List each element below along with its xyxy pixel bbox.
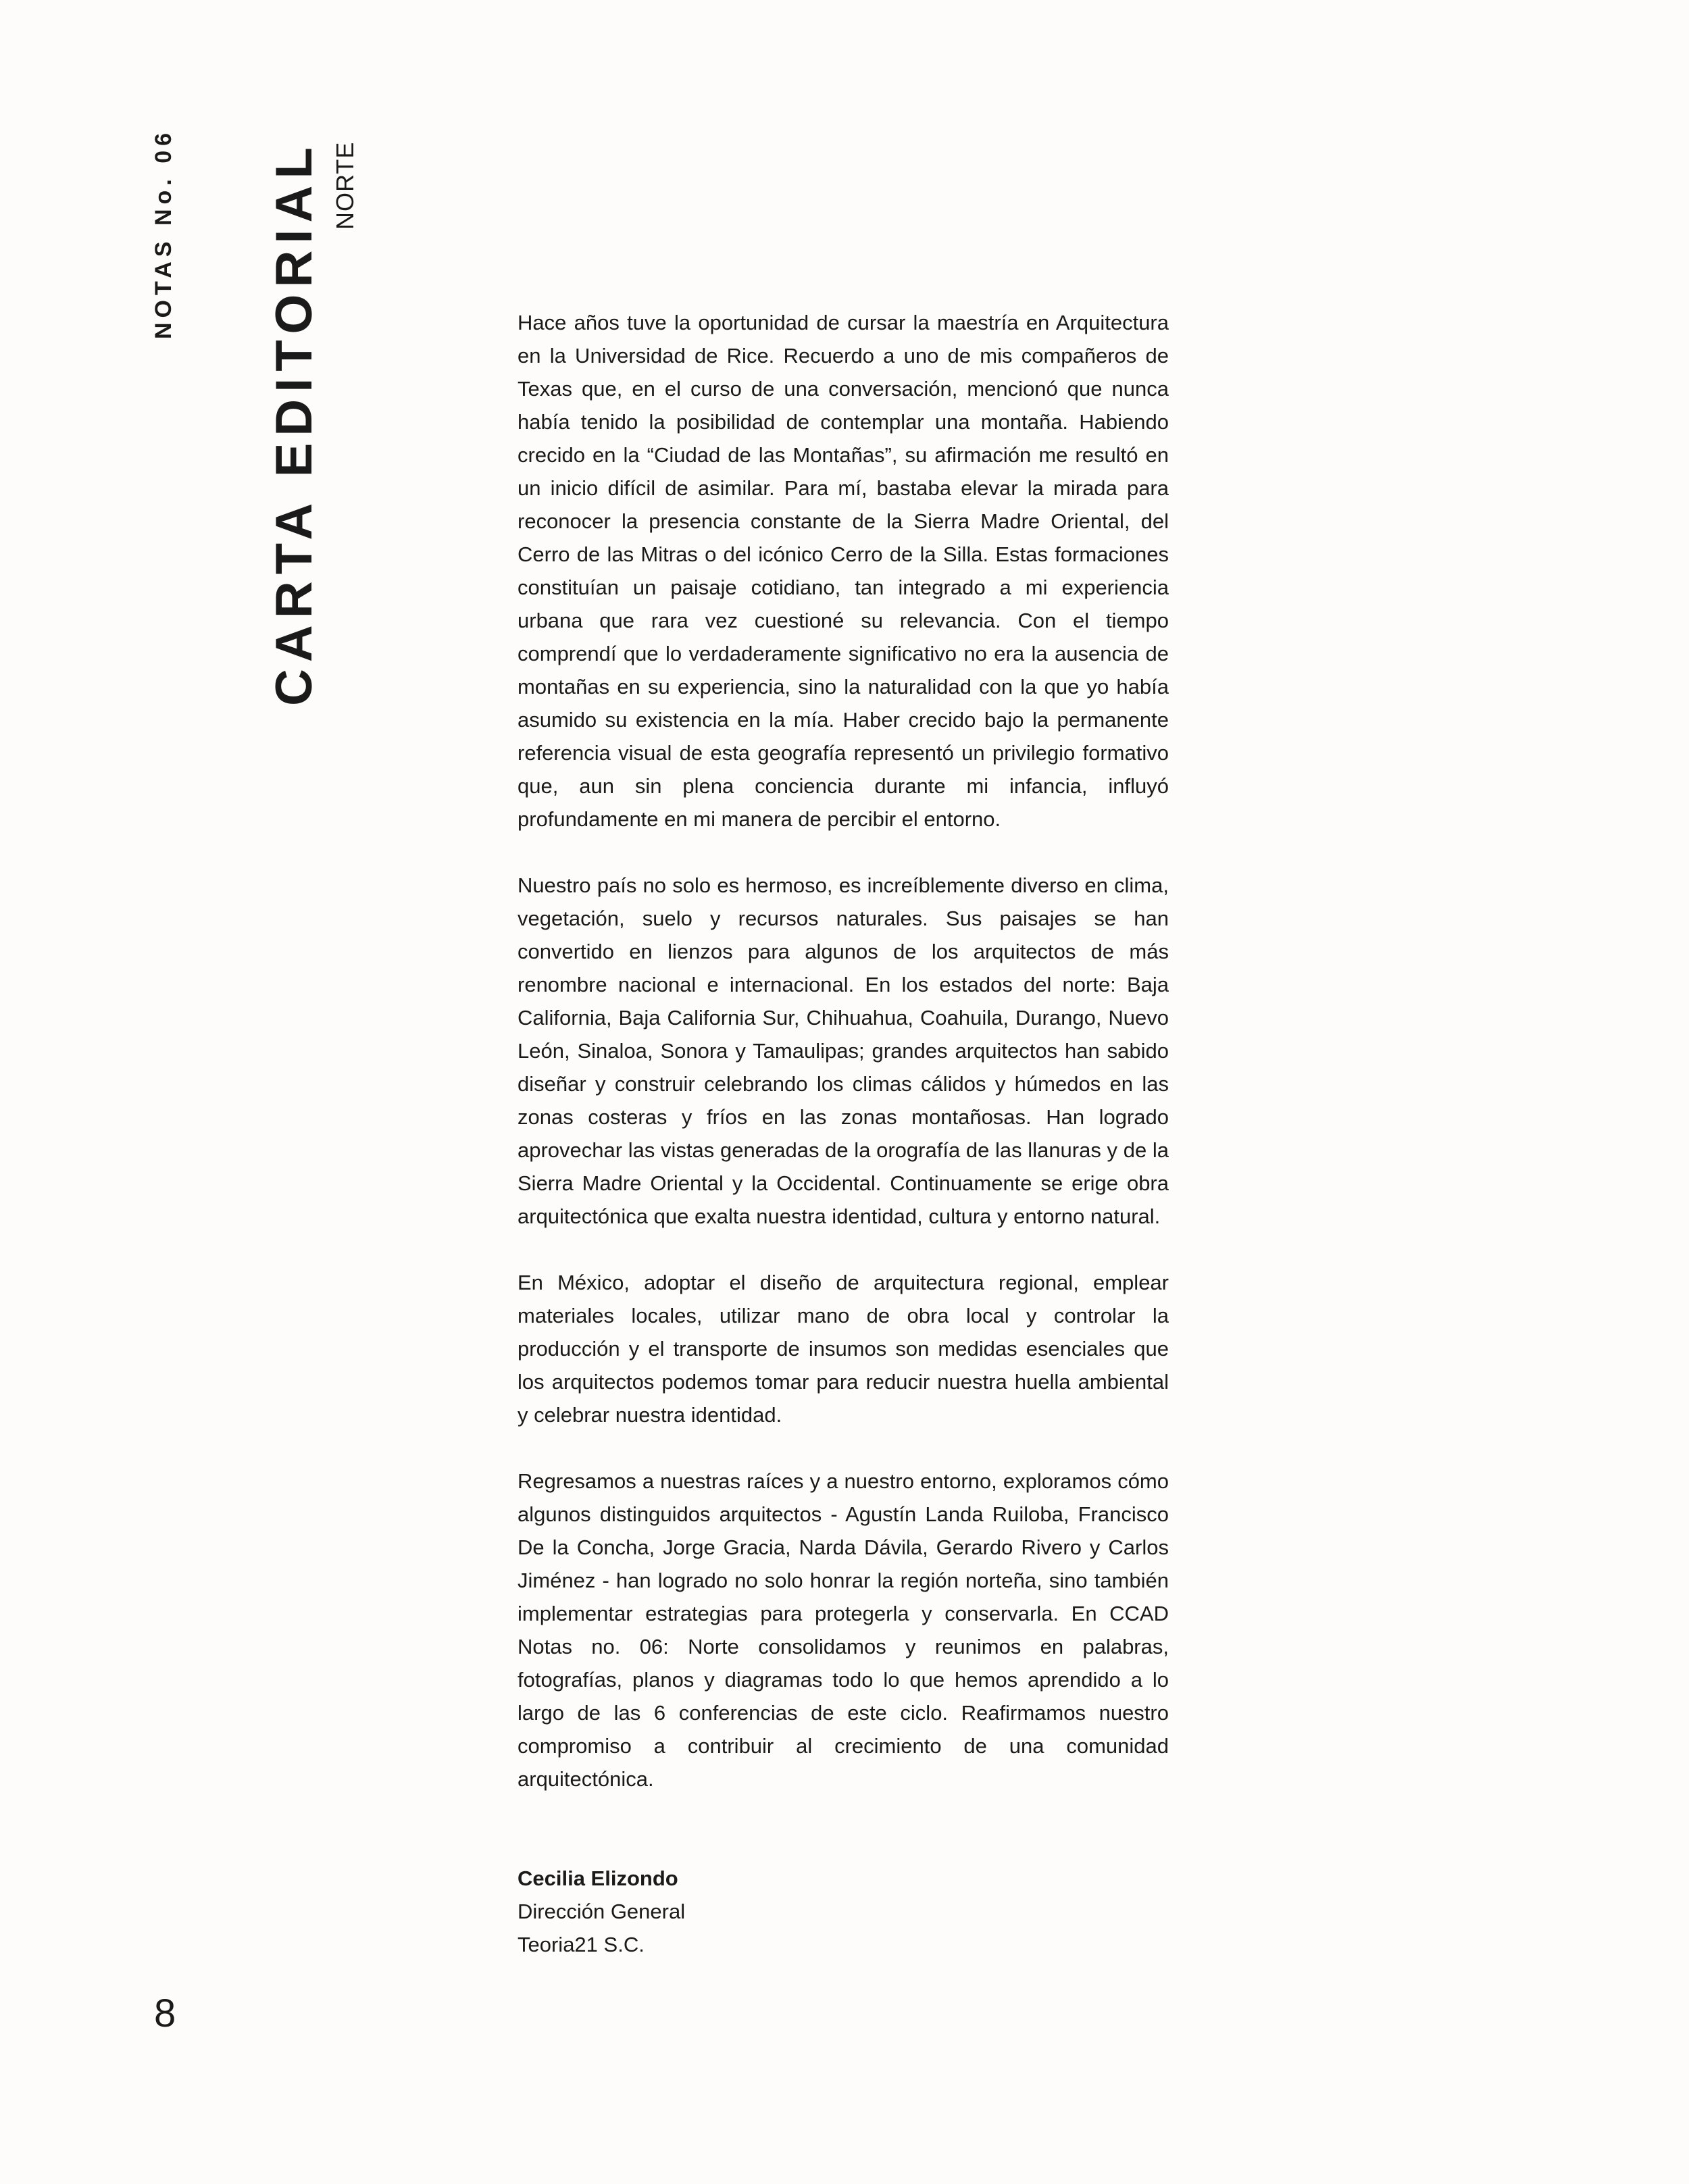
paragraph-3: En México, adoptar el diseño de arquitectura regional, emplear materiales locales, utilizar mano de obra local y controlar la producción y el transporte de insumos son medidas esenciales que los arquitectos podemos tomar para reducir nuestra huella ambiental y celebrar nuestra identidad.	[518, 1271, 1169, 1427]
issue-number: No. 06	[151, 128, 176, 226]
series-label: NOTAS	[151, 236, 176, 339]
signature-name: Cecilia Elizondo	[518, 1866, 678, 1890]
section-subtitle: NORTE	[331, 141, 359, 230]
paragraph-1: Hace años tuve la oportunidad de cursar la maestría en Arquitectura en la Universidad de Rice. Recuerdo a uno de mis compañeros de Texas que, en el curso de una conversación, mencionó que nunca había tenido la posibilidad de contemplar una montaña. Habiendo crecido en la “Ciudad de las Montañas”, su afirmación me resultó en un inicio difícil de asimilar. Para mí, bastaba elevar la mirada para reconocer la presencia constante de la Sierra Madre Oriental, del Cerro de las Mitras o del icónico Cerro de la Silla. Estas formaciones constituían un paisaje cotidiano, tan integrado a mi experiencia urbana que rara vez cuestioné su relevancia. Con el tiempo comprendí que lo verdaderamente significativo no era la ausencia de montañas en su experiencia, sino la naturalidad con la que yo había asumido su existencia en la mía. Haber crecido bajo la permanente referencia visual de esta geografía representó un privilegio formativo que, aun sin plena conciencia durante mi infancia, influyó profundamente en mi manera de percibir el entorno.	[518, 311, 1169, 831]
paragraph-4: Regresamos a nuestras raíces y a nuestro entorno, exploramos cómo algunos distinguidos arquitectos - Agustín Landa Ruiloba, Francisco De la Concha, Jorge Gracia, Narda Dávila, Gerardo Rivero y Carlos Jiménez - han logrado no solo honrar la región norteña, sino también implementar estrategias para protegerla y conservarla. En CCAD Notas no. 06: Norte consolidamos y reunimos en palabras, fotografías, planos y diagramas todo lo que hemos aprendido a lo largo de las 6 conferencias de este ciclo. Reafirmamos nuestro compromiso a contribuir al crecimiento de una comunidad arquitectónica.	[518, 1469, 1169, 1791]
paragraph-2: Nuestro país no solo es hermoso, es increíblemente diverso en clima, vegetación, suelo y recursos naturales. Sus paisajes se han convertido en lienzos para algunos de los arquitectos de más renombre nacional e internacional. En los estados del norte: Baja California, Baja California Sur, Chihuahua, Coahuila, Durango, Nuevo León, Sinaloa, Sonora y Tamaulipas; grandes arquitectos han sabido diseñar y construir celebrando los climas cálidos y húmedos en las zonas costeras y fríos en las zonas montañosas. Han logrado aprovechar las vistas generadas de la orografía de las llanuras y de la Sierra Madre Oriental y la Occidental. Continuamente se erige obra arquitectónica que exalta nuestra identidad, cultura y entorno natural.	[518, 873, 1169, 1228]
signature-organization: Teoria21 S.C.	[518, 1933, 645, 1956]
page-number: 8	[154, 1991, 176, 2035]
page-title: CARTA EDITORIAL	[266, 141, 323, 706]
editorial-body	[518, 306, 1169, 1961]
signature-block	[518, 1862, 1169, 1961]
signature-role: Dirección General	[518, 1900, 686, 1923]
